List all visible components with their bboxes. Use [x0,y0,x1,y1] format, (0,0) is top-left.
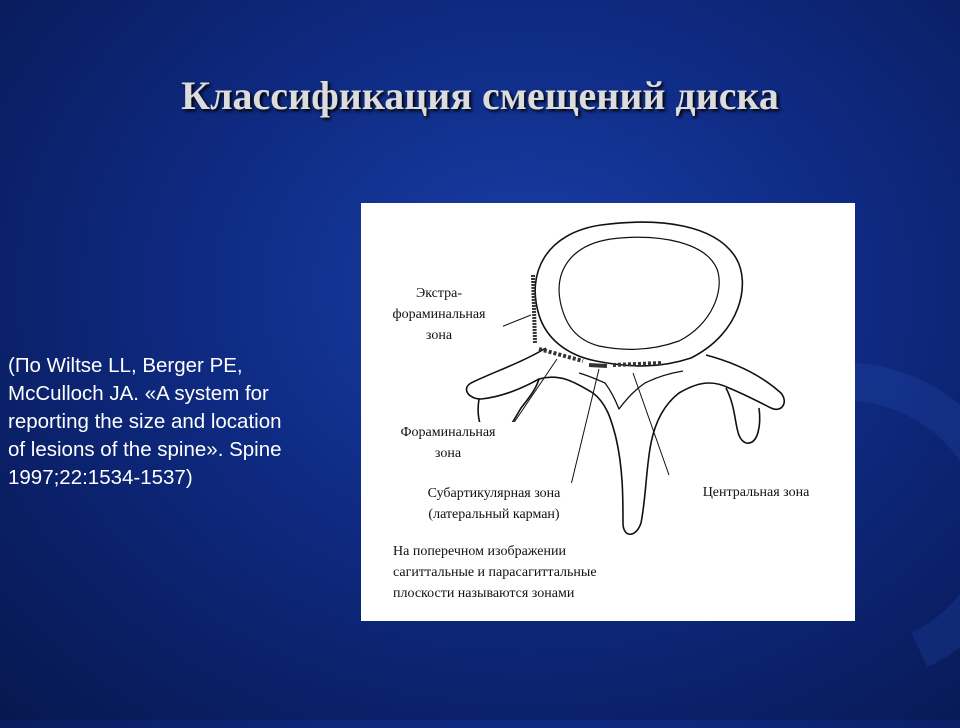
central-zone-hatch [613,363,661,365]
transverse-process-right [726,388,760,443]
subarticular-zone-hatch [589,365,607,366]
slide-title: Классификация смещений диска [181,73,779,118]
citation-text: (По Wiltse LL, Berger PE, McCulloch JA. «A system for reporting the size and location of lesions of the spine». Spine 1997;22:1534-1537) [8,354,282,489]
leader-central [633,373,669,475]
label-central-zone: Центральная зона [683,482,829,503]
leader-foraminal [511,359,557,427]
extraforaminal-zone-hatch [533,275,535,343]
vertebra-diagram [361,203,855,621]
figure-note: На поперечном изображении сагиттальные и парасагиттальные плоскости называются зонами [393,544,597,601]
vertebral-body-inner [559,237,719,349]
label-extraforaminal-zone: Экстра- фораминальная зона [375,283,503,346]
label-subarticular-zone: Субартикулярная зона (латеральный карман) [401,483,587,525]
leader-subarticular [571,369,599,485]
leader-extraforaminal [501,315,531,327]
vertebral-body-outline [535,222,742,366]
label-foraminal-zone: Фораминальная зона [381,422,515,464]
